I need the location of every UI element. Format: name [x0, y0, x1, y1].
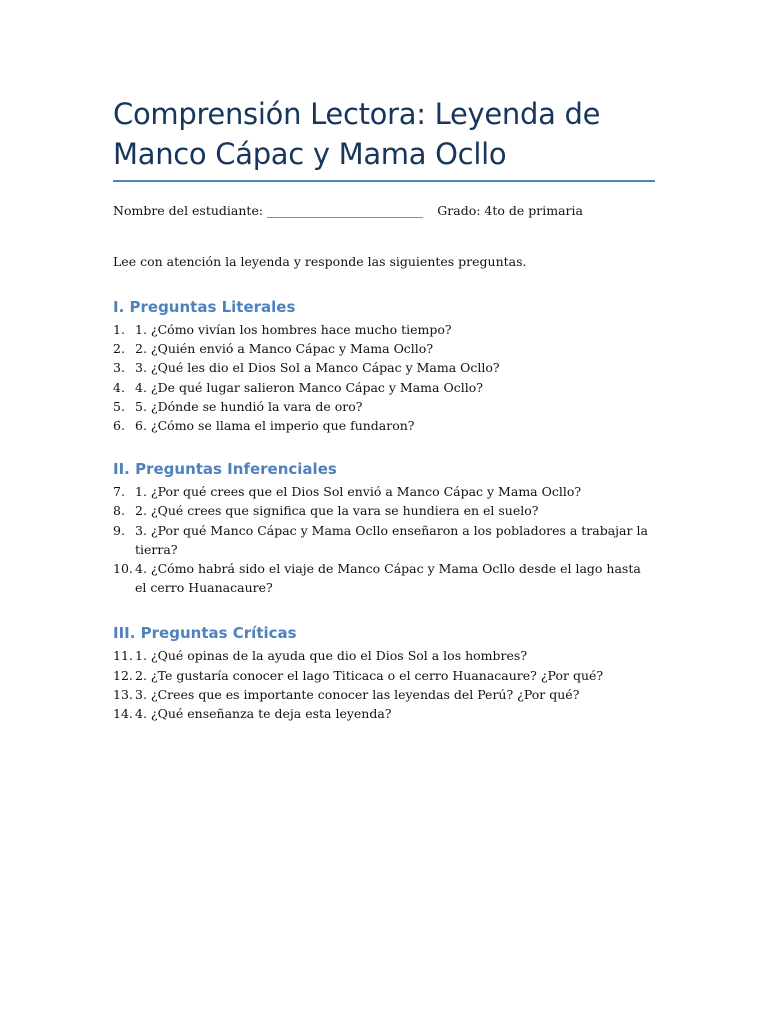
question-item	[113, 521, 655, 559]
question-item	[113, 646, 655, 665]
section-heading: I. Preguntas Literales	[113, 298, 296, 316]
document-page	[113, 94, 655, 723]
grade-label: Grado: 4to de primaria	[437, 203, 583, 218]
question-text: 4. ¿De qué lugar salieron Manco Cápac y Mama Ocllo?	[135, 379, 483, 395]
question-number: 8.	[113, 503, 125, 519]
question-number: 14.	[113, 706, 133, 722]
question-number: 9.	[113, 522, 125, 538]
question-item	[113, 320, 655, 339]
question-number: 2.	[113, 341, 125, 357]
question-item	[113, 358, 655, 377]
question-number: 1.	[113, 322, 125, 337]
question-number: 11.	[113, 648, 133, 664]
question-text: 4. ¿Qué enseñanza te deja esta leyenda?	[135, 706, 392, 722]
question-text: 6. ¿Cómo se llama el imperio que fundaron?	[135, 418, 415, 434]
document-title: Comprensión Lectora: Leyenda de Manco Cápac y Mama Ocllo	[113, 94, 655, 182]
question-item	[113, 397, 655, 416]
question-item	[113, 416, 655, 435]
question-text: 2. ¿Quién envió a Manco Cápac y Mama Ocllo?	[135, 341, 434, 357]
question-item	[113, 339, 655, 358]
question-number: 7.	[113, 484, 125, 500]
question-text: 2. ¿Te gustaría conocer el lago Titicaca o el cerro Huanacaure? ¿Por qué?	[135, 667, 604, 683]
question-item	[113, 501, 655, 520]
question-number: 12.	[113, 667, 133, 683]
question-item	[113, 704, 655, 723]
question-text: 3. ¿Crees que es importante conocer las leyendas del Perú? ¿Por qué?	[135, 686, 580, 702]
section-heading: II. Preguntas Inferenciales	[113, 460, 337, 479]
section-inferential	[113, 459, 655, 597]
question-text: 1. ¿Cómo vivían los hombres hace mucho tiempo?	[135, 322, 452, 337]
question-text: 1. ¿Qué opinas de la ayuda que dio el Dios Sol a los hombres?	[135, 648, 528, 664]
question-text: 5. ¿Dónde se hundió la vara de oro?	[135, 398, 363, 414]
question-number: 3.	[113, 360, 125, 376]
question-text: 3. ¿Por qué Manco Cápac y Mama Ocllo enseñaron a los pobladores a trabajar la tierra?	[135, 522, 648, 557]
question-item	[113, 482, 655, 501]
question-number: 13.	[113, 686, 133, 702]
question-number: 5.	[113, 398, 125, 414]
question-text: 2. ¿Qué crees que significa que la vara se hundiera en el suelo?	[135, 503, 539, 519]
question-number: 10.	[113, 561, 133, 577]
section-literal	[113, 297, 655, 435]
question-list	[113, 646, 655, 723]
question-number: 6.	[113, 418, 125, 434]
question-number: 4.	[113, 379, 125, 395]
question-item	[113, 378, 655, 397]
instructions: Lee con atención la leyenda y responde las siguientes preguntas.	[113, 254, 527, 269]
student-name-label: Nombre del estudiante: _________________________	[113, 203, 424, 218]
question-item	[113, 559, 655, 597]
student-info-line	[113, 202, 655, 220]
section-heading: III. Preguntas Críticas	[113, 624, 297, 643]
question-text: 1. ¿Por qué crees que el Dios Sol envió a Manco Cápac y Mama Ocllo?	[135, 484, 582, 500]
question-list	[113, 320, 655, 435]
question-item	[113, 666, 655, 685]
section-critical	[113, 623, 655, 723]
question-text: 4. ¿Cómo habrá sido el viaje de Manco Cápac y Mama Ocllo desde el lago hasta el cerro Huanacaure?	[135, 561, 641, 596]
question-item	[113, 685, 655, 704]
question-list	[113, 482, 655, 597]
question-text: 3. ¿Qué les dio el Dios Sol a Manco Cápac y Mama Ocllo?	[135, 360, 500, 376]
